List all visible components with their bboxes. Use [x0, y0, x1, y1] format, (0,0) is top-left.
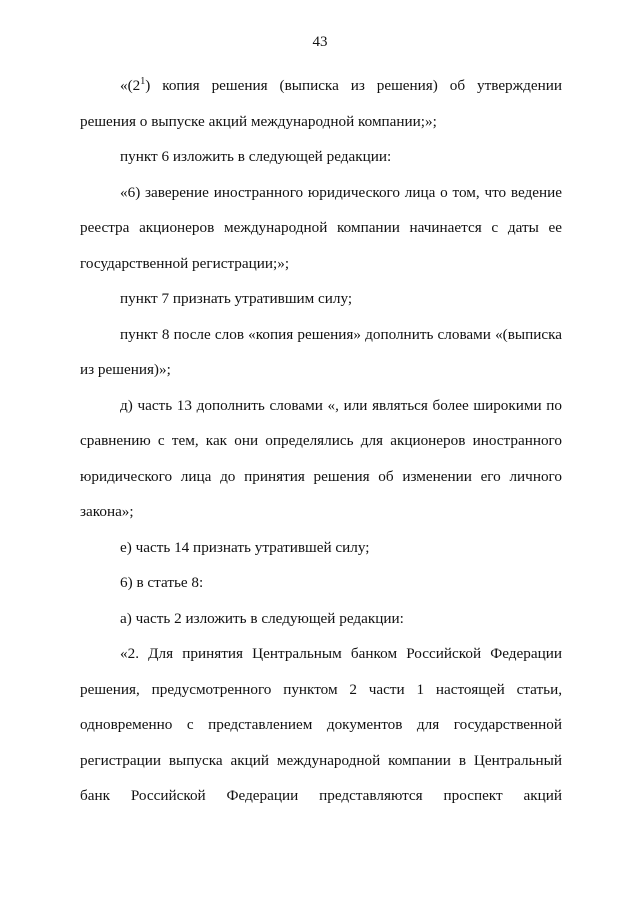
paragraph-1-post: ) копия решения (выписка из решения) об утверждении решения о выпуске акций международной компании;»; [80, 77, 562, 130]
page-number: 43 [312, 34, 328, 50]
paragraph-3: «6) заверение иностранного юридического лица о том, что ведение реестра акционеров международной компании начинается с даты ее государственной регистрации;»; [80, 183, 562, 272]
paragraph-4: пункт 7 признать утратившим силу; [120, 290, 353, 307]
paragraph-9: а) часть 2 изложить в следующей редакции: [120, 609, 404, 627]
paragraph-1-superscript: 1 [140, 75, 146, 87]
paragraph-8: 6) в статье 8: [120, 574, 204, 591]
paragraph-1 [80, 68, 562, 139]
document-body [80, 68, 562, 814]
paragraph-7: е) часть 14 признать утратившей силу; [120, 538, 370, 556]
paragraph-5: пункт 8 после слов «копия решения» дополнить словами «(выписка из решения)»; [80, 325, 562, 378]
paragraph-10: «2. Для принятия Центральным банком Российской Федерации решения, предусмотренного пунктом 2 части 1 настоящей статьи, одновременно с представлением документов для государственной регистрации выпуска акций международной компании в Центральный банк Российской Федерации представляются проспект акций [80, 645, 562, 804]
paragraph-1-pre: «(2 [120, 77, 141, 94]
paragraph-2: пункт 6 изложить в следующей редакции: [120, 148, 392, 165]
paragraph-6: д) часть 13 дополнить словами «, или являться более широкими по сравнению с тем, как они определялись для акционеров иностранного юридического лица до принятия решения об изменении его личного закона»; [80, 396, 562, 520]
